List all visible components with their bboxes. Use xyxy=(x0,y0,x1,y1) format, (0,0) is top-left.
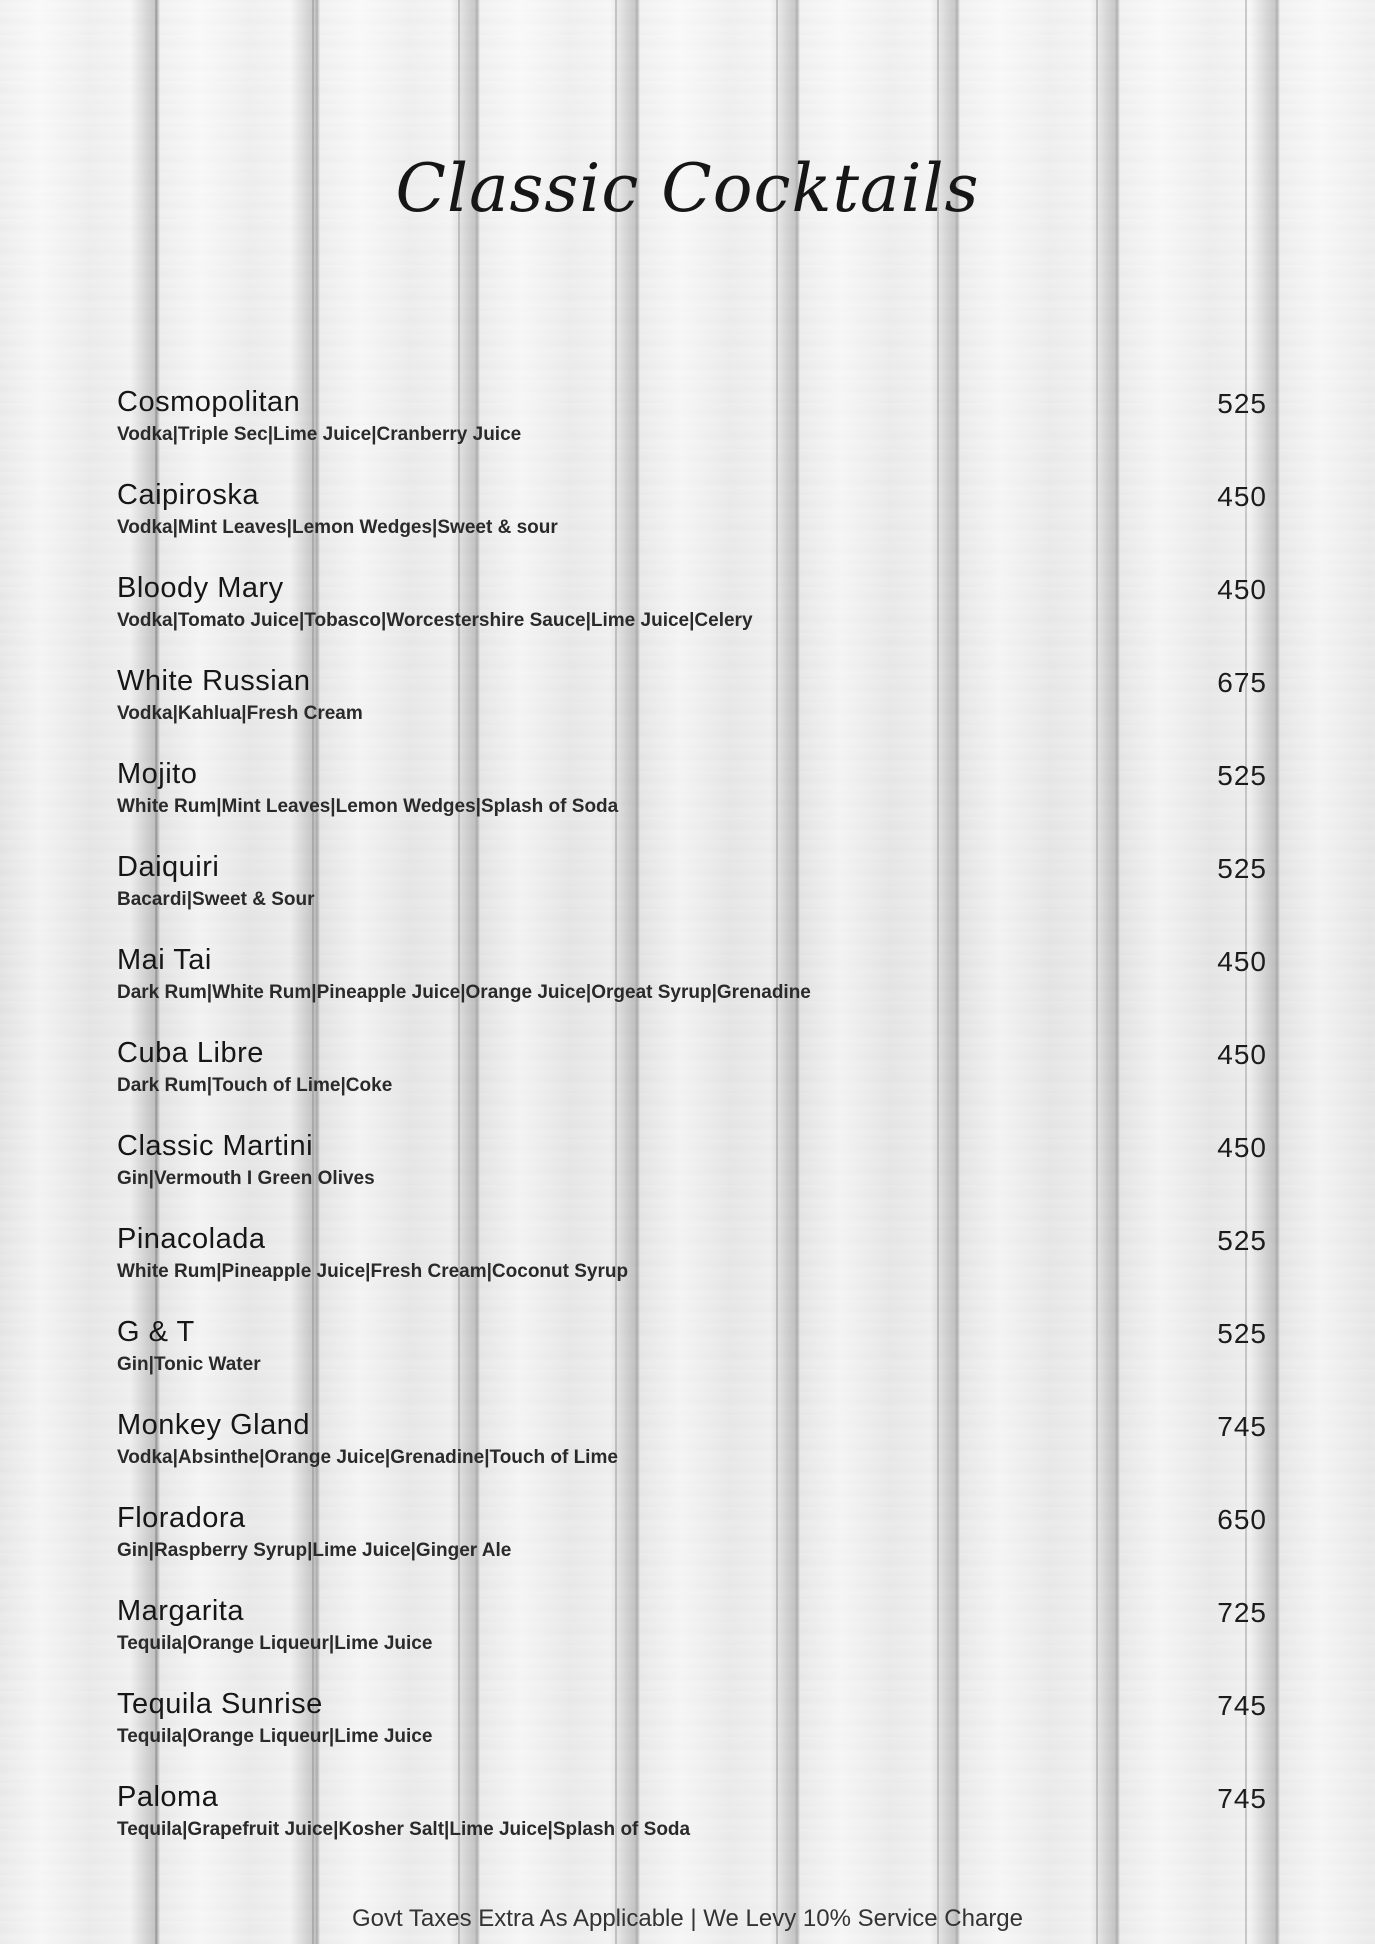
item-description: Gin|Raspberry Syrup|Lime Juice|Ginger Ale xyxy=(117,1540,512,1561)
item-price: 745 xyxy=(1217,1411,1267,1442)
item-description: Dark Rum|Touch of Lime|Coke xyxy=(117,1075,393,1096)
item-name: Pinacolada xyxy=(117,1223,266,1255)
item-description: Gin|Vermouth I Green Olives xyxy=(117,1168,375,1189)
item-price: 525 xyxy=(1217,1318,1267,1349)
item-name: Cuba Libre xyxy=(117,1037,264,1069)
item-name: Mai Tai xyxy=(117,944,212,976)
item-name: Floradora xyxy=(117,1502,246,1534)
item-description: Gin|Tonic Water xyxy=(117,1354,261,1375)
menu-item xyxy=(117,572,1267,652)
item-price: 450 xyxy=(1217,946,1267,977)
item-price: 525 xyxy=(1217,388,1267,419)
menu-title: Classic Cocktails xyxy=(395,150,980,227)
menu-item xyxy=(117,665,1267,745)
item-name: Daiquiri xyxy=(117,851,220,883)
item-price: 725 xyxy=(1217,1597,1267,1628)
item-description: Dark Rum|White Rum|Pineapple Juice|Orange Juice|Orgeat Syrup|Grenadine xyxy=(117,982,811,1003)
item-description: Vodka|Mint Leaves|Lemon Wedges|Sweet & sour xyxy=(117,517,558,538)
item-name: Classic Martini xyxy=(117,1130,314,1162)
menu-item xyxy=(117,944,1267,1024)
item-name: Cosmopolitan xyxy=(117,386,301,418)
menu-item xyxy=(117,386,1267,466)
footer-note: Govt Taxes Extra As Applicable | We Levy 10% Service Charge xyxy=(351,1905,1023,1932)
item-description: Bacardi|Sweet & Sour xyxy=(117,889,315,910)
item-price: 450 xyxy=(1217,1039,1267,1070)
item-description: Vodka|Triple Sec|Lime Juice|Cranberry Juice xyxy=(117,424,522,445)
item-description: White Rum|Pineapple Juice|Fresh Cream|Coconut Syrup xyxy=(117,1261,629,1282)
item-description: Tequila|Grapefruit Juice|Kosher Salt|Lime Juice|Splash of Soda xyxy=(117,1819,691,1840)
item-price: 525 xyxy=(1217,853,1267,884)
menu-item xyxy=(117,1037,1267,1117)
item-name: Bloody Mary xyxy=(117,572,284,604)
item-name: Monkey Gland xyxy=(117,1409,310,1441)
item-name: G & T xyxy=(117,1316,195,1348)
item-price: 450 xyxy=(1217,574,1267,605)
item-price: 745 xyxy=(1217,1690,1267,1721)
menu-item xyxy=(117,1130,1267,1210)
menu-item xyxy=(117,1316,1267,1396)
item-name: Tequila Sunrise xyxy=(117,1688,323,1720)
menu-item xyxy=(117,1502,1267,1582)
menu-item xyxy=(117,1223,1267,1303)
item-price: 525 xyxy=(1217,760,1267,791)
item-name: White Russian xyxy=(117,665,311,697)
item-description: Tequila|Orange Liqueur|Lime Juice xyxy=(117,1633,433,1654)
item-price: 675 xyxy=(1217,667,1267,698)
item-name: Margarita xyxy=(117,1595,244,1627)
item-description: Vodka|Tomato Juice|Tobasco|Worcestershire Sauce|Lime Juice|Celery xyxy=(117,610,753,631)
item-name: Caipiroska xyxy=(117,479,259,511)
menu-item xyxy=(117,479,1267,559)
menu-item xyxy=(117,851,1267,931)
item-price: 650 xyxy=(1217,1504,1267,1535)
menu-item xyxy=(117,1409,1267,1489)
item-description: Tequila|Orange Liqueur|Lime Juice xyxy=(117,1726,433,1747)
menu-item xyxy=(117,1688,1267,1768)
menu-item xyxy=(117,1781,1267,1861)
item-name: Mojito xyxy=(117,758,198,790)
item-price: 450 xyxy=(1217,481,1267,512)
item-description: White Rum|Mint Leaves|Lemon Wedges|Splash of Soda xyxy=(117,796,619,817)
item-price: 525 xyxy=(1217,1225,1267,1256)
item-price: 450 xyxy=(1217,1132,1267,1163)
menu-item xyxy=(117,1595,1267,1675)
item-description: Vodka|Kahlua|Fresh Cream xyxy=(117,703,363,724)
menu-item xyxy=(117,758,1267,838)
item-price: 745 xyxy=(1217,1783,1267,1814)
item-name: Paloma xyxy=(117,1781,219,1813)
item-description: Vodka|Absinthe|Orange Juice|Grenadine|Touch of Lime xyxy=(117,1447,618,1468)
